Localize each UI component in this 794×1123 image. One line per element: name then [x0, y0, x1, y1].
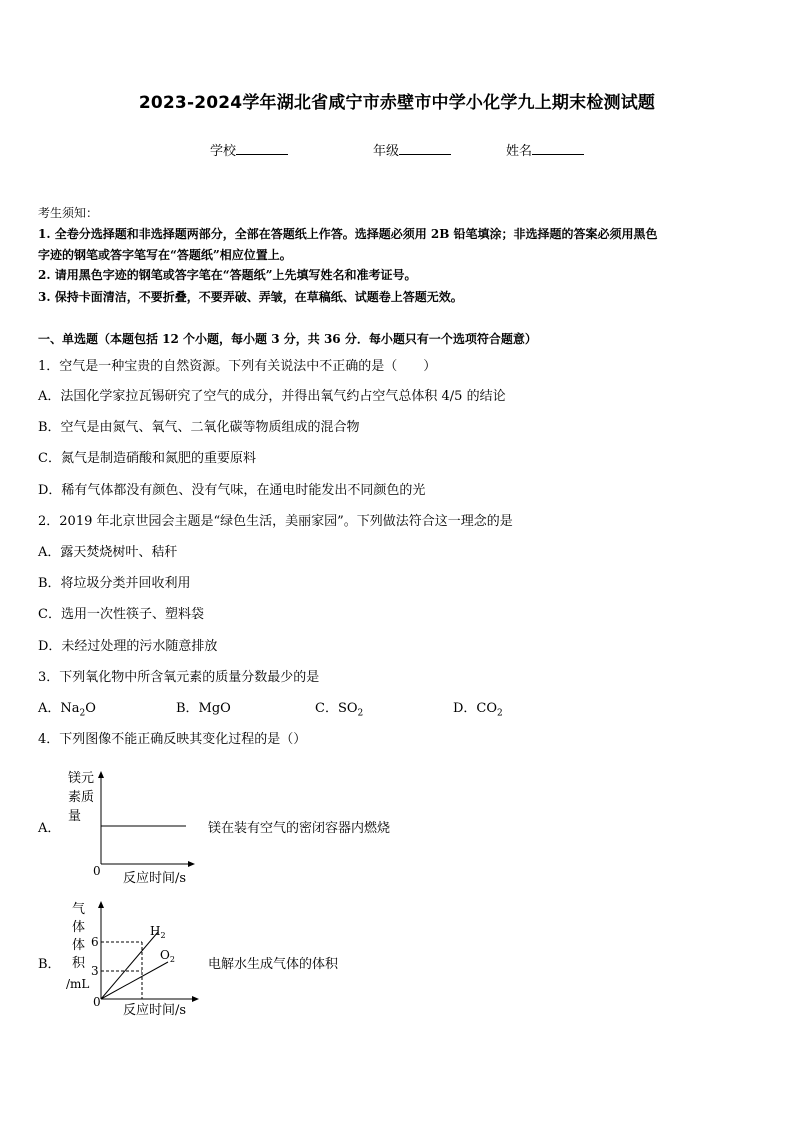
y-label-3: 量 [68, 809, 82, 824]
school-field [210, 140, 288, 159]
x-label: 反应时间/s [123, 871, 187, 886]
q2-stem: 2．2019 年北京世园会主题是“绿色生活，美丽家园”。下列做法符合这一理念的是 [38, 514, 513, 529]
exam-title: 2023-2024学年湖北省咸宁市赤壁市中学小化学九上期末检测试题 [138, 93, 656, 113]
q4-option-a-letter: A． [38, 821, 61, 836]
school-blank[interactable] [236, 142, 288, 155]
h2-line [101, 932, 158, 999]
q3-option-d: D．$CO_2$ [453, 701, 503, 719]
o2-label: $O_2$ [160, 948, 175, 964]
q1-option-a: A．法国化学家拉瓦锡研究了空气的成分，并得出氧气约占空气总体积 4/5 的结论 [38, 389, 506, 404]
q3-stem: 3．下列氧化物中所含氧元素的质量分数最少的是 [38, 670, 320, 685]
y-label-1: 镁元 [68, 771, 95, 786]
tick-6: 6 [91, 935, 99, 949]
notice-heading: 考生须知： [38, 206, 99, 220]
tick-3: 3 [91, 964, 99, 978]
q4-option-b-letter: B． [38, 957, 61, 972]
q3-option-b: B．MgO [176, 701, 231, 716]
y-label-4: 积 [72, 956, 86, 971]
notice-item-1a: 1. 全卷分选择题和非选择题两部分，全部在答题纸上作答。选择题必须用 2B 铅笔填涂；非选择题的答案必须用黑色 [38, 227, 658, 241]
notice-item-1b: 字迹的钢笔或答字笔写在“答题纸”相应位置上。 [38, 248, 292, 262]
name-label: 姓名 [506, 144, 533, 159]
school-label: 学校 [210, 144, 237, 159]
q1-option-c: C．氮气是制造硝酸和氮肥的重要原料 [38, 451, 256, 466]
q2-option-b: B．将垃圾分类并回收利用 [38, 576, 191, 591]
grade-blank[interactable] [399, 142, 451, 155]
q4-option-b-caption: 电解水生成气体的体积 [208, 957, 339, 972]
q2-option-d: D．未经过处理的污水随意排放 [38, 639, 218, 654]
q4-stem: 4．下列图像不能正确反映其变化过程的是（） [38, 732, 307, 747]
notice-item-2: 2. 请用黑色字迹的钢笔或答字笔在“答题纸”上先填写姓名和准考证号。 [38, 268, 417, 282]
q1-stem: 1．空气是一种宝贵的自然资源。下列有关说法中不正确的是（ ） [38, 359, 437, 374]
h2-label: $H_2$ [150, 924, 166, 940]
x-label: 反应时间/s [123, 1003, 187, 1018]
q3-option-c: C．$SO_2$ [315, 701, 364, 719]
q4-option-a-caption: 镁在装有空气的密闭容器内燃烧 [208, 821, 391, 836]
q2-option-c: C．选用一次性筷子、塑料袋 [38, 607, 204, 622]
grade-field [373, 140, 451, 159]
o2-line [101, 962, 168, 999]
q2-option-a: A．露天焚烧树叶、秸秆 [38, 545, 178, 560]
q1-option-b: B．空气是由氮气、氧气、二氧化碳等物质组成的混合物 [38, 420, 360, 435]
y-label-1: 气 [72, 902, 86, 917]
q3-option-a: A．$Na_2O$ [38, 701, 96, 719]
q4-option-b-graph [60, 896, 210, 1020]
origin-label: 0 [93, 864, 101, 878]
y-label-5: /mL [66, 977, 90, 991]
name-blank[interactable] [532, 142, 584, 155]
section-heading: 一、单选题（本题包括 12 个小题，每小题 3 分，共 36 分．每小题只有一个选项符合题意） [38, 332, 537, 346]
notice-item-3: 3. 保持卡面清洁，不要折叠，不要弄破、弄皱，在草稿纸、试题卷上答题无效。 [38, 290, 463, 304]
q1-option-d: D．稀有气体都没有颜色、没有气味，在通电时能发出不同颜色的光 [38, 483, 426, 498]
q4-option-a-graph [60, 764, 210, 890]
y-label-2: 体 [72, 920, 86, 935]
grade-label: 年级 [373, 144, 400, 159]
y-label-3: 体 [72, 938, 86, 953]
origin-label: 0 [93, 995, 101, 1009]
name-field [506, 140, 584, 159]
y-label-2: 素质 [68, 790, 95, 805]
